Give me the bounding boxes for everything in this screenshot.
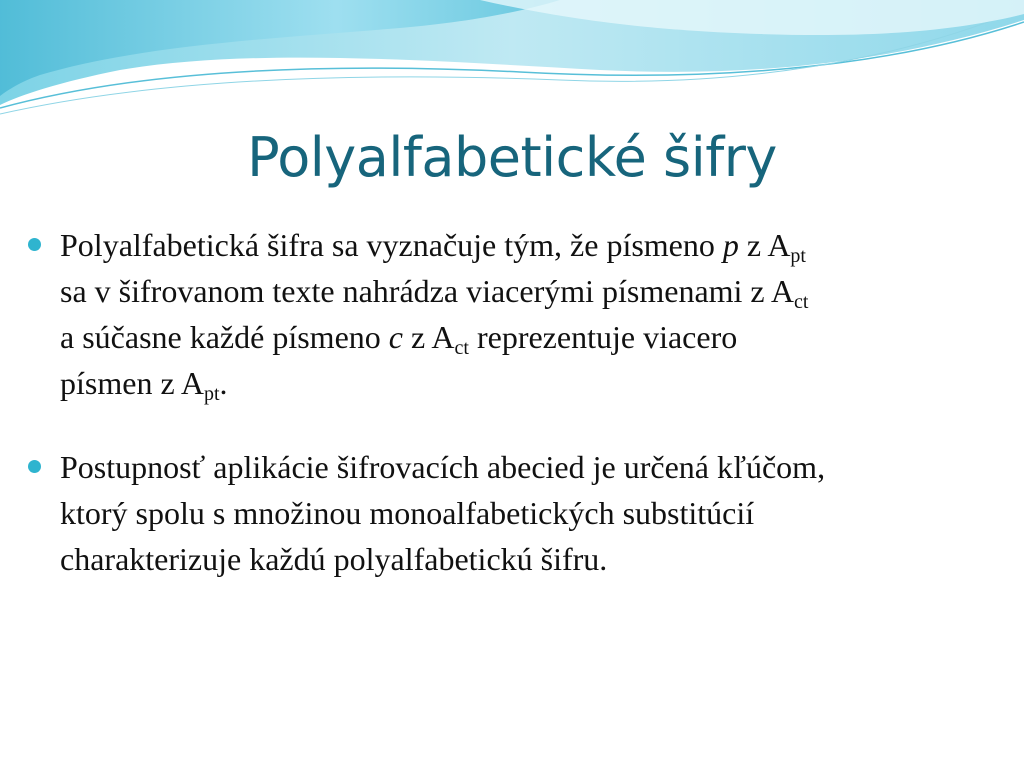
- bullet-1-line-3: a súčasne každé písmeno c z $A_{ct}$ reprezentuje viacero: [60, 319, 738, 359]
- bullet-dot-icon: [28, 238, 41, 251]
- bullet-1-line-1: Polyalfabetická šifra sa vyznačuje tým, že písmeno p z $A_{pt}$: [60, 227, 806, 267]
- bullet-item-1: [26, 222, 1006, 406]
- bullet-dot-icon: [28, 460, 41, 473]
- bullet-2-line-2: ktorý spolu s množinou monoalfabetických substitúcií: [60, 495, 755, 531]
- slide-title: Polyalfabetické šifry: [247, 126, 777, 189]
- bullet-1-line-2: sa v šifrovanom texte nahrádza viacerými písmenami z $A_{ct}$: [60, 273, 809, 313]
- bullet-1-line-4: písmen z $A_{pt}$.: [60, 365, 228, 405]
- slide-body: [26, 222, 1006, 582]
- bullet-2-line-3: charakterizuje každú polyalfabetickú šifru.: [60, 541, 608, 577]
- header-wave-decoration: [0, 0, 1024, 130]
- bullet-item-2: [26, 444, 1006, 582]
- bullet-2-line-1: Postupnosť aplikácie šifrovacích abecied je určená kľúčom,: [60, 449, 826, 485]
